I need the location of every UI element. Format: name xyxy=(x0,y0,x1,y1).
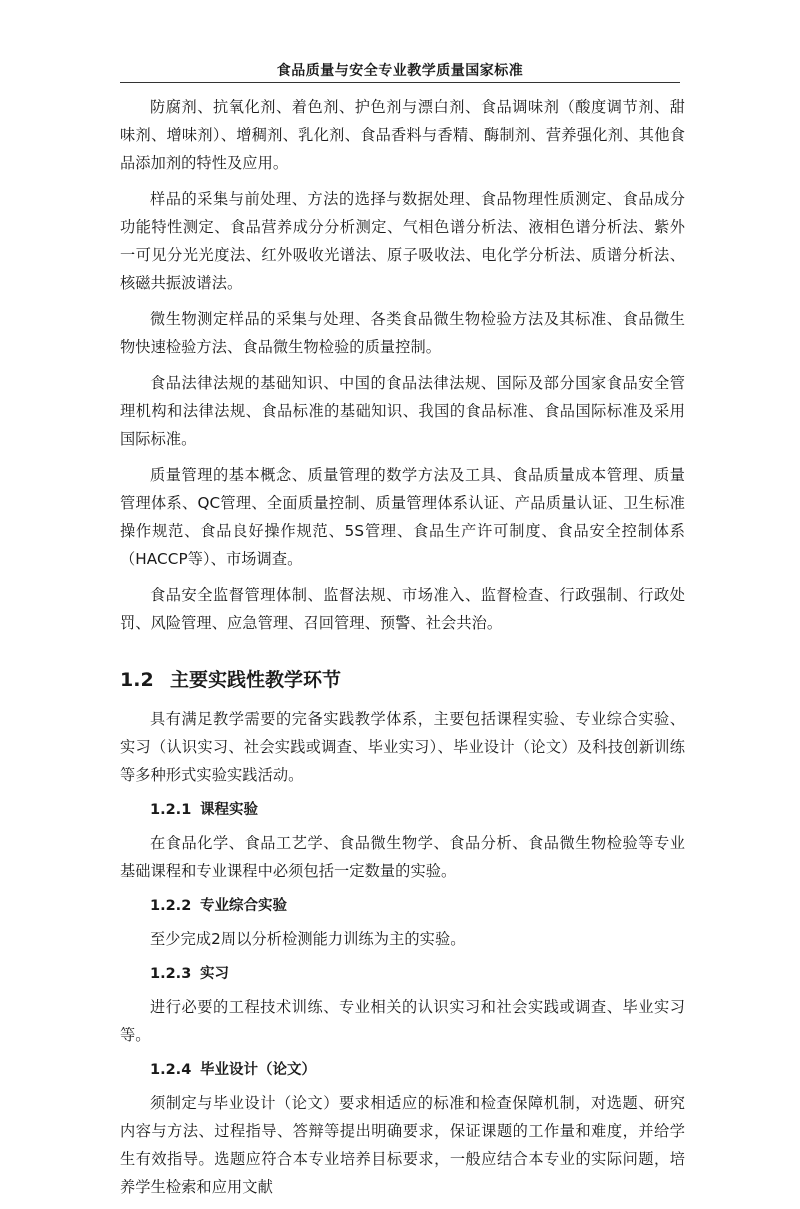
subsection-paragraph: 在食品化学、食品工艺学、食品微生物学、食品分析、食品微生物检验等专业基础课程和专业课程中必须包括一定数量的实验。 xyxy=(120,834,685,880)
body-paragraph: 防腐剂、抗氧化剂、着色剂、护色剂与漂白剂、食品调味剂（酸度调节剂、甜味剂、增味剂）、增稠剂、乳化剂、食品香料与香精、酶制剂、营养强化剂、其他食品添加剂的特性及应用。 xyxy=(120,98,685,172)
subsection-paragraph: 须制定与毕业设计（论文）要求相适应的标准和检查保障机制，对选题、研究内容与方法、过程指导、答辩等提出明确要求，保证课题的工作量和难度，并给学生有效指导。选题应符合本专业培养目标要求，一般应结合本专业的实际问题，培养学生检索和应用文献 xyxy=(120,1094,685,1196)
subsection-paragraph: 进行必要的工程技术训练、专业相关的认识实习和社会实践或调查、毕业实习等。 xyxy=(120,998,685,1044)
subsection-title: 课程实验 xyxy=(200,802,258,818)
section-intro-paragraph: 具有满足教学需要的完备实践教学体系，主要包括课程实验、专业综合实验、实习（认识实习、社会实践或调查、毕业实习）、毕业设计（论文）及科技创新训练等多种形式实验实践活动。 xyxy=(120,710,685,784)
subsection-heading xyxy=(150,1057,685,1083)
body-paragraph: 微生物测定样品的采集与处理、各类食品微生物检验方法及其标准、食品微生物快速检验方法、食品微生物检验的质量控制。 xyxy=(120,310,685,356)
header-divider xyxy=(120,82,680,83)
section-title: 主要实践性教学环节 xyxy=(170,669,342,691)
subsection-number: 1.2.3 xyxy=(150,966,192,982)
subsection-heading xyxy=(150,961,685,987)
subsection-title: 专业综合实验 xyxy=(200,898,287,914)
subsection-number: 1.2.1 xyxy=(150,802,192,818)
page-body xyxy=(120,93,685,1209)
subsection-heading xyxy=(150,797,685,823)
body-paragraph: 食品法律法规的基础知识、中国的食品法律法规、国际及部分国家食品安全管理机构和法律法规、食品标准的基础知识、我国的食品标准、食品国际标准及采用国际标准。 xyxy=(120,374,685,448)
running-header: 食品质量与安全专业教学质量国家标准 xyxy=(276,63,524,79)
body-paragraph: 质量管理的基本概念、质量管理的数学方法及工具、食品质量成本管理、质量管理体系、QC管理、全面质量控制、质量管理体系认证、产品质量认证、卫生标准操作规范、食品良好操作规范、5S管理、食品生产许可制度、食品安全控制体系（HACCP等）、市场调查。 xyxy=(120,466,685,568)
section-heading xyxy=(120,667,685,693)
subsection-heading xyxy=(150,893,685,919)
subsection-paragraph: 至少完成2周以分析检测能力训练为主的实验。 xyxy=(150,930,466,948)
subsection-number: 1.2.2 xyxy=(150,898,192,914)
subsection-title: 实习 xyxy=(200,966,229,982)
subsection-title: 毕业设计（论文） xyxy=(200,1062,316,1078)
section-number: 1.2 xyxy=(120,669,154,691)
body-paragraph: 食品安全监督管理体制、监督法规、市场准入、监督检查、行政强制、行政处罚、风险管理、应急管理、召回管理、预警、社会共治。 xyxy=(120,586,685,632)
subsection-number: 1.2.4 xyxy=(150,1062,192,1078)
body-paragraph: 样品的采集与前处理、方法的选择与数据处理、食品物理性质测定、食品成分功能特性测定、食品营养成分分析测定、气相色谱分析法、液相色谱分析法、紫外一可见分光光度法、红外吸收光谱法、原子吸收法、电化学分析法、质谱分析法、核磁共振波谱法。 xyxy=(120,190,685,292)
